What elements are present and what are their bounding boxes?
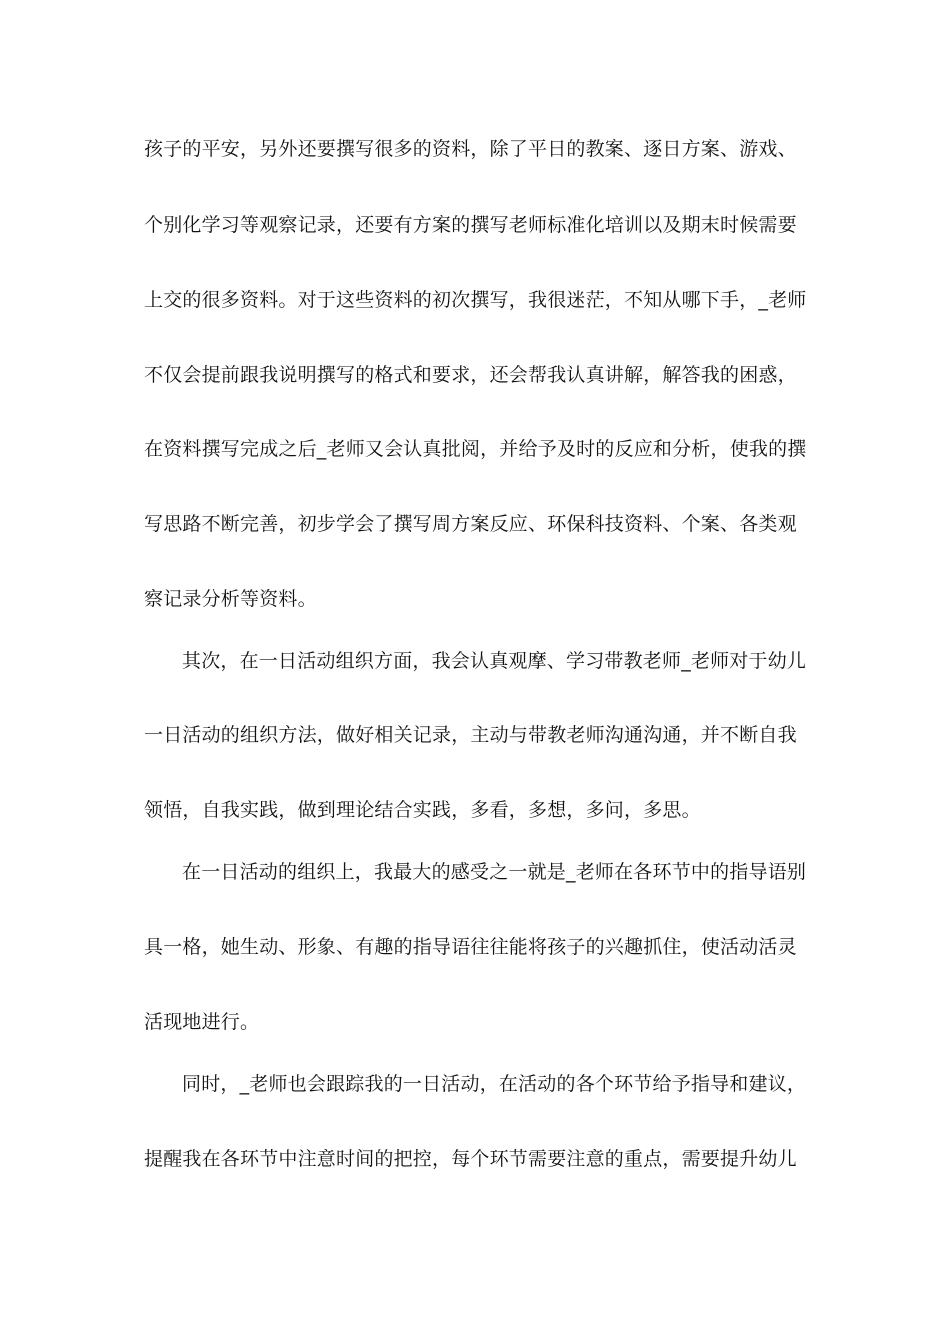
text-line: 具一格，她生动、形象、有趣的指导语往往能将孩子的兴趣抓住，使活动活灵 (144, 936, 797, 958)
text-line: 活现地进行。 (144, 1011, 260, 1033)
text-line: 不仅会提前跟我说明撰写的格式和要求，还会帮我认真讲解，解答我的困惑， (144, 364, 797, 386)
text-line: 领悟，自我实践，做到理论结合实践，多看，多想，多问，多思。 (144, 799, 701, 821)
text-line: 一日活动的组织方法，做好相关记录，主动与带教老师沟通沟通，并不断自我 (144, 724, 797, 746)
text-line: 提醒我在各环节中注意时间的把控，每个环节需要注意的重点，需要提升幼儿 (144, 1148, 797, 1170)
paragraph-start-line: 在一日活动的组织上，我最大的感受之一就是_老师在各环节中的指导语别 (182, 861, 807, 883)
text-line: 写思路不断完善，初步学会了撰写周方案反应、环保科技资料、个案、各类观 (144, 513, 797, 535)
text-line: 孩子的平安，另外还要撰写很多的资料，除了平日的教案、逐日方案、游戏、 (144, 138, 797, 160)
paragraph-start-line: 其次，在一日活动组织方面，我会认真观摩、学习带教老师_老师对于幼儿 (182, 650, 807, 672)
text-line: 个别化学习等观察记录，还要有方案的撰写老师标准化培训以及期末时候需要 (144, 214, 797, 236)
text-line: 在资料撰写完成之后_老师又会认真批阅，并给予及时的反应和分析，使我的撰 (144, 438, 807, 460)
paragraph-start-line: 同时，_老师也会跟踪我的一日活动，在活动的各个环节给予指导和建议， (182, 1073, 807, 1095)
text-line: 察记录分析等资料。 (144, 588, 317, 610)
text-line: 上交的很多资料。对于这些资料的初次撰写，我很迷茫，不知从哪下手，_老师 (144, 289, 807, 311)
